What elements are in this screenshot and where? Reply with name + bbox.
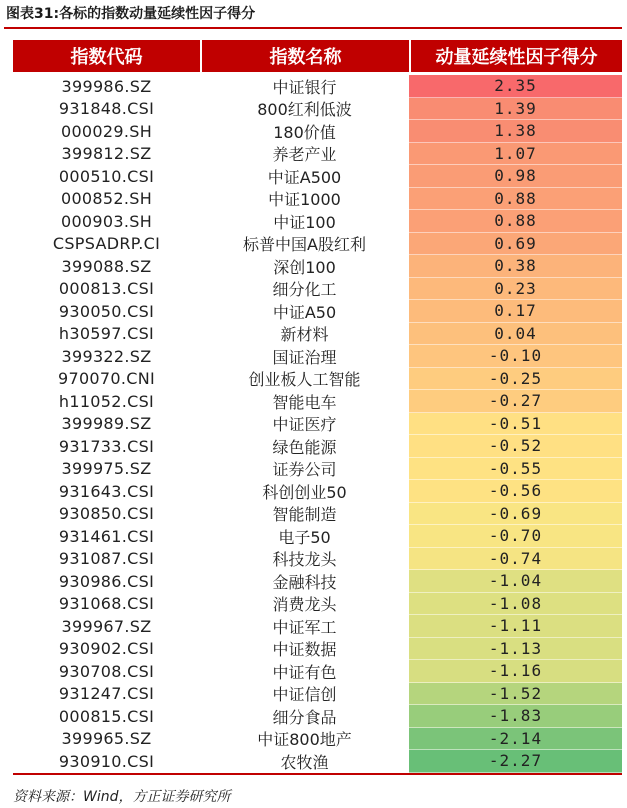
table-row [13, 435, 622, 458]
table-bottom-divider [13, 773, 622, 775]
momentum-score-cell: -2.14 [409, 728, 622, 751]
table-row [13, 525, 622, 548]
index-code-cell: 000510.CSI [58, 166, 155, 186]
index-name-cell: 中证数据 [272, 640, 337, 660]
table-row [13, 480, 622, 503]
index-name-cell: 创业板人工智能 [248, 370, 361, 390]
table-row [13, 390, 622, 413]
momentum-score-cell: -0.70 [409, 525, 622, 548]
index-name-cell: 中证A500 [267, 167, 342, 187]
table-row [13, 345, 622, 368]
momentum-score-cell: 1.07 [409, 143, 622, 166]
table-row [13, 300, 622, 323]
index-name-cell: 深创100 [273, 257, 336, 277]
index-name-cell: 金融科技 [272, 572, 337, 592]
header-index-name: 指数名称 [200, 40, 409, 72]
table-row [13, 120, 622, 143]
table-row [13, 750, 622, 773]
index-name-cell: 细分化工 [272, 280, 337, 300]
index-name-cell: 科创创业50 [262, 482, 347, 502]
index-code-cell: 399812.SZ [61, 144, 152, 164]
index-name-cell: 智能制造 [272, 505, 337, 525]
index-code-cell: 000815.CSI [58, 706, 155, 726]
table-row [13, 548, 622, 571]
index-name-cell: 中证有色 [272, 662, 337, 682]
header-index-code: 指数代码 [13, 40, 200, 72]
index-code-cell: 930708.CSI [58, 661, 155, 681]
momentum-score-cell: -0.27 [409, 390, 622, 413]
table-row [13, 143, 622, 166]
table-row [13, 413, 622, 436]
momentum-score-cell: -1.13 [409, 638, 622, 661]
index-code-cell: 399975.SZ [61, 459, 152, 479]
index-code-cell: 399088.SZ [61, 256, 152, 276]
index-code-cell: h11052.CSI [58, 391, 155, 411]
table-row [13, 593, 622, 616]
table-row [13, 210, 622, 233]
table-header [13, 40, 622, 72]
table-row [13, 570, 622, 593]
index-name-cell: 800红利低波 [257, 100, 352, 120]
momentum-score-cell: -1.52 [409, 683, 622, 706]
index-name-cell: 中证A50 [272, 302, 337, 322]
index-code-cell: 930910.CSI [58, 751, 155, 771]
table-row [13, 683, 622, 706]
figure-caption: 图表31:各标的指数动量延续性因子得分 [6, 6, 256, 22]
momentum-score-cell: -1.04 [409, 570, 622, 593]
table-row [13, 615, 622, 638]
index-name-cell: 标普中国A股红利 [243, 235, 366, 255]
index-name-cell: 中证军工 [272, 617, 337, 637]
momentum-score-cell: 0.69 [409, 233, 622, 256]
index-code-cell: 930986.CSI [58, 571, 155, 591]
index-code-cell: 000813.CSI [58, 279, 155, 299]
table-row [13, 233, 622, 256]
index-code-cell: 399967.SZ [61, 616, 152, 636]
momentum-score-cell: 0.23 [409, 278, 622, 301]
index-code-cell: 931733.CSI [58, 436, 155, 456]
index-code-cell: 399322.SZ [61, 346, 152, 366]
index-code-cell: 399989.SZ [61, 414, 152, 434]
index-code-cell: 399965.SZ [61, 729, 152, 749]
momentum-score-cell: -0.55 [409, 458, 622, 481]
momentum-score-cell: 0.17 [409, 300, 622, 323]
momentum-score-cell: -0.52 [409, 435, 622, 458]
index-code-cell: 000903.SH [60, 211, 153, 231]
index-code-cell: h30597.CSI [58, 324, 155, 344]
momentum-score-cell: -1.83 [409, 705, 622, 728]
index-name-cell: 新材料 [280, 325, 329, 345]
momentum-score-cell: 0.88 [409, 210, 622, 233]
momentum-score-cell: -1.11 [409, 615, 622, 638]
table-body [13, 75, 622, 773]
index-code-cell: 930050.CSI [58, 301, 155, 321]
table-row [13, 188, 622, 211]
index-name-cell: 绿色能源 [272, 437, 337, 457]
table-row [13, 503, 622, 526]
momentum-score-cell: 2.35 [409, 75, 622, 98]
table-row [13, 278, 622, 301]
table-row [13, 98, 622, 121]
momentum-score-cell: 0.04 [409, 323, 622, 346]
source-note: 资料来源：Wind，方正证券研究所 [13, 789, 231, 805]
index-name-cell: 中证信创 [272, 685, 337, 705]
table-row [13, 638, 622, 661]
momentum-score-cell: -0.69 [409, 503, 622, 526]
index-code-cell: 931068.CSI [58, 594, 155, 614]
index-code-cell: 931643.CSI [58, 481, 155, 501]
momentum-score-cell: 0.88 [409, 188, 622, 211]
table-row [13, 165, 622, 188]
index-name-cell: 中证100 [273, 212, 336, 232]
table-row [13, 660, 622, 683]
momentum-score-cell: -0.56 [409, 480, 622, 503]
momentum-score-cell: -0.10 [409, 345, 622, 368]
momentum-score-cell: 1.38 [409, 120, 622, 143]
momentum-score-cell: -0.51 [409, 413, 622, 436]
index-code-cell: 399986.SZ [61, 76, 152, 96]
index-name-cell: 科技龙头 [272, 550, 337, 570]
header-momentum-score: 动量延续性因子得分 [409, 40, 622, 72]
index-name-cell: 智能电车 [272, 392, 337, 412]
momentum-score-cell: -0.25 [409, 368, 622, 391]
table-row [13, 255, 622, 278]
index-name-cell: 中证1000 [268, 190, 341, 210]
momentum-score-cell: 0.98 [409, 165, 622, 188]
index-name-cell: 消费龙头 [272, 595, 337, 615]
index-name-cell: 中证医疗 [272, 415, 337, 435]
index-name-cell: 国证治理 [272, 347, 337, 367]
index-name-cell: 电子50 [278, 527, 331, 547]
table-row [13, 728, 622, 751]
index-code-cell: 931087.CSI [58, 549, 155, 569]
index-name-cell: 180价值 [273, 122, 336, 142]
index-code-cell: 931247.CSI [58, 684, 155, 704]
index-name-cell: 细分食品 [272, 707, 337, 727]
index-code-cell: 000029.SH [60, 121, 153, 141]
table-row [13, 75, 622, 98]
index-code-cell: 970070.CNI [57, 369, 156, 389]
index-code-cell: 000852.SH [60, 189, 153, 209]
table-row [13, 323, 622, 346]
index-name-cell: 证券公司 [272, 460, 337, 480]
momentum-score-cell: -1.16 [409, 660, 622, 683]
index-name-cell: 中证银行 [272, 77, 337, 97]
index-name-cell: 农牧渔 [280, 752, 329, 772]
table-row [13, 458, 622, 481]
momentum-score-cell: 1.39 [409, 98, 622, 121]
index-code-cell: 931848.CSI [58, 99, 155, 119]
momentum-score-cell: -0.74 [409, 548, 622, 571]
momentum-score-cell: -2.27 [409, 750, 622, 773]
momentum-score-cell: -1.08 [409, 593, 622, 616]
index-code-cell: 931461.CSI [58, 526, 155, 546]
index-code-cell: 930850.CSI [58, 504, 155, 524]
index-name-cell: 养老产业 [272, 145, 337, 165]
table-row [13, 368, 622, 391]
caption-divider [4, 27, 622, 29]
index-code-cell: CSPSADRP.CI [52, 234, 161, 254]
table-row [13, 705, 622, 728]
momentum-score-cell: 0.38 [409, 255, 622, 278]
index-name-cell: 中证800地产 [257, 730, 352, 750]
index-code-cell: 930902.CSI [58, 639, 155, 659]
